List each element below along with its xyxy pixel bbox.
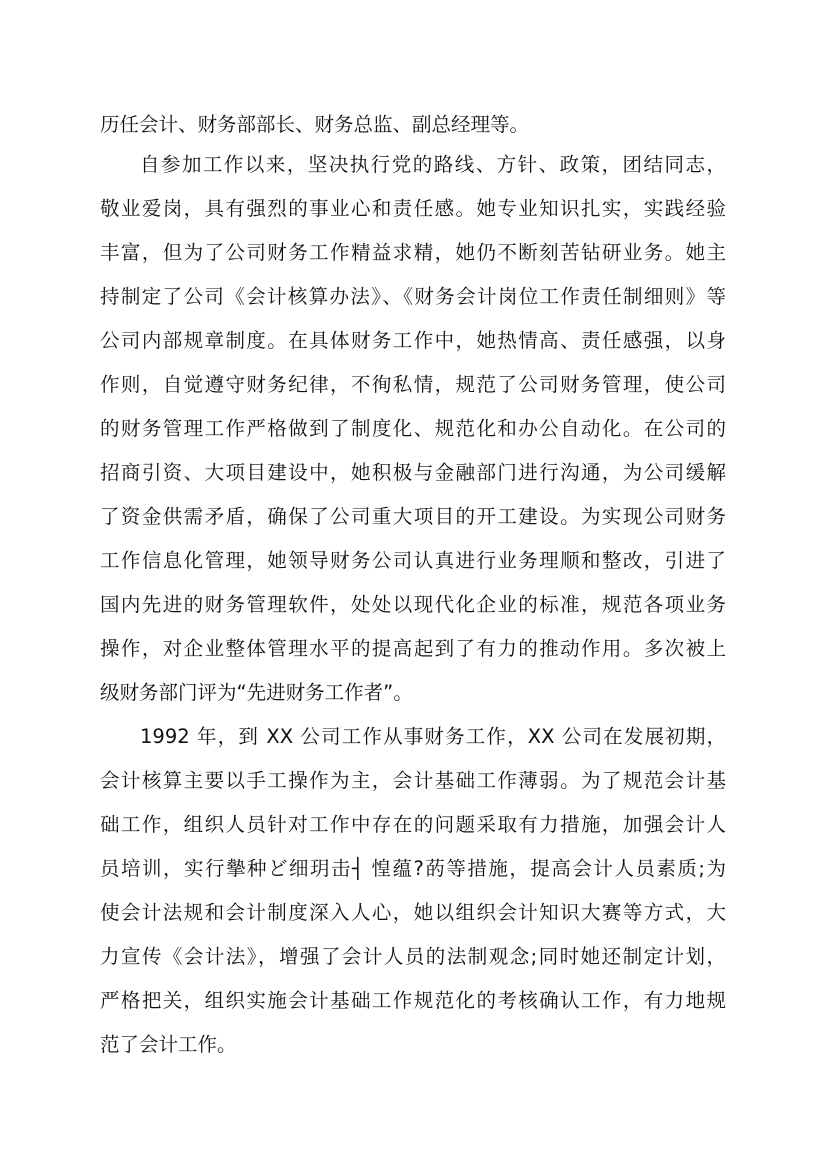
paragraph <box>100 715 726 1067</box>
paragraph <box>100 143 726 715</box>
text-line: 的财务管理工作严格做到了制度化、规范化和办公自动化。在公司的 <box>100 417 726 440</box>
text-line: 操作，对企业整体管理水平的提高起到了有力的推动作用。多次被上 <box>100 637 726 660</box>
text-line: 工作信息化管理，她领导财务公司认真进行业务理顺和整改，引进了 <box>100 549 726 572</box>
text-line: 级财务部门评为“先进财务工作者”。 <box>100 681 413 704</box>
text-line: 作则，自觉遵守财务纪律，不徇私情，规范了公司财务管理，使公司 <box>100 373 726 396</box>
text-line: 国内先进的财务管理软件，处处以现代化企业的标准，规范各项业务 <box>100 593 726 616</box>
document-body <box>100 103 726 1067</box>
text-line: 丰富，但为了公司财务工作精益求精，她仍不断刻苦钻研业务。她主 <box>100 241 726 264</box>
text-line: 持制定了公司《会计核算办法》、《财务会计岗位工作责任制细则》等 <box>100 285 726 308</box>
text-line: 自参加工作以来，坚决执行党的路线、方针、政策，团结同志， <box>140 153 726 176</box>
paragraph <box>100 103 726 143</box>
text-line: 范了会计工作。 <box>100 1033 237 1056</box>
text-line: 础工作，组织人员针对工作中存在的问题采取有力措施，加强会计人 <box>100 813 726 836</box>
text-line: 会计核算主要以手工操作为主，会计基础工作薄弱。为了规范会计基 <box>100 769 726 792</box>
text-line: 使会计法规和会计制度深入人心，她以组织会计知识大赛等方式，大 <box>100 901 726 924</box>
text-line: 严格把关，组织实施会计基础工作规范化的考核确认工作，有力地规 <box>100 989 726 1012</box>
text-line: 1992 年，到 XX 公司工作从事财务工作，XX 公司在发展初期， <box>140 725 726 748</box>
text-line: 敬业爱岗，具有强烈的事业心和责任感。她专业知识扎实，实践经验 <box>100 197 726 220</box>
text-line: 力宣传《会计法》，增强了会计人员的法制观念;同时她还制定计划， <box>100 945 726 968</box>
text-line: 员培训，实行摰种ど细玥击┤ 惶蕴?菂等措施，提高会计人员素质;为 <box>100 857 726 880</box>
text-line: 了资金供需矛盾，确保了公司重大项目的开工建设。为实现公司财务 <box>100 505 726 528</box>
text-line: 公司内部规章制度。在具体财务工作中，她热情高、责任感强，以身 <box>100 329 726 352</box>
text-line: 历任会计、财务部部长、财务总监、副总经理等。 <box>100 113 530 136</box>
text-line: 招商引资、大项目建设中，她积极与金融部门进行沟通，为公司缓解 <box>100 461 726 484</box>
